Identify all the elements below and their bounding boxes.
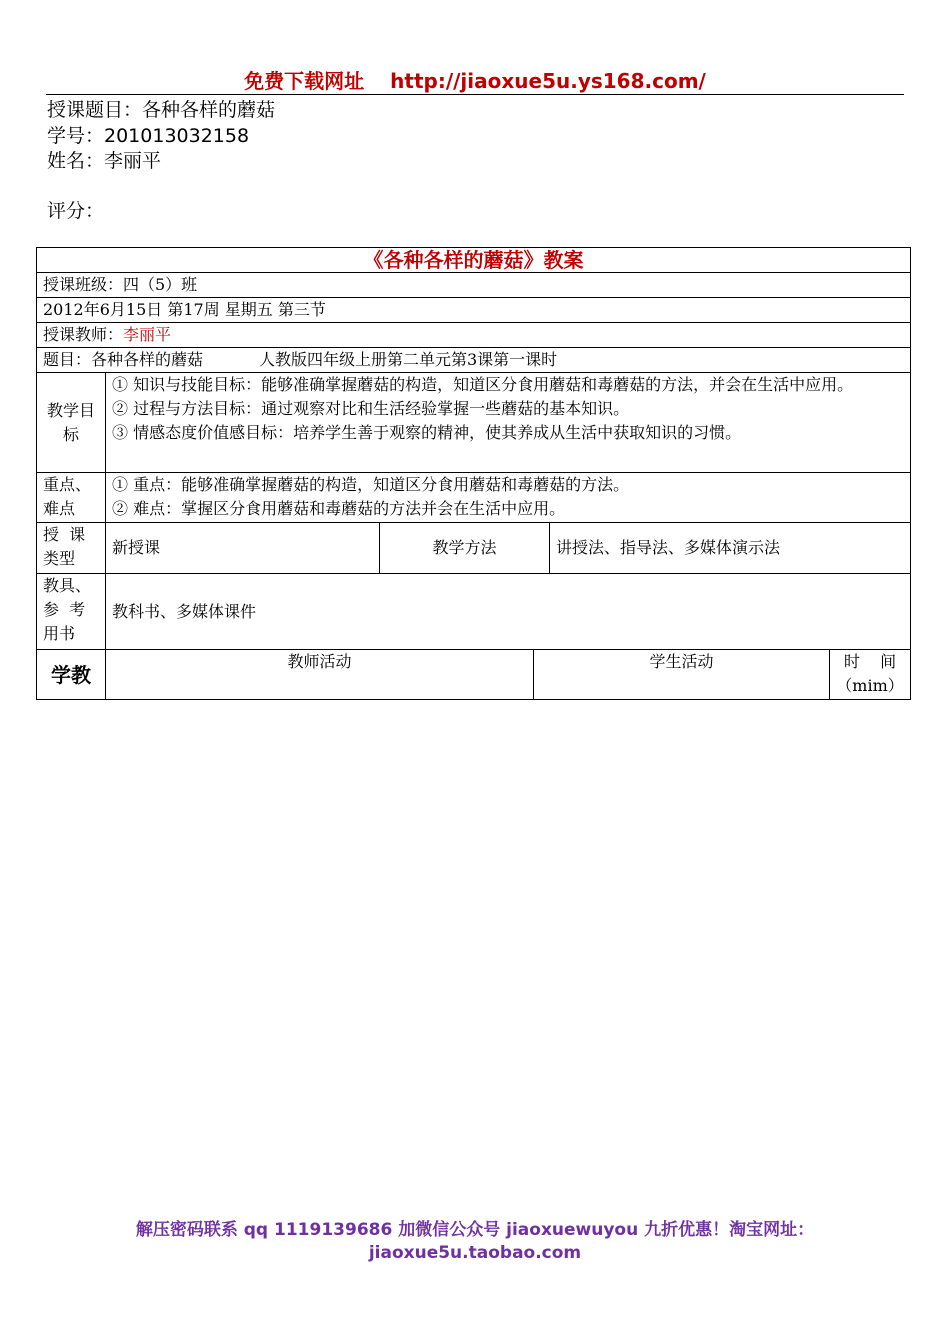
method-value: 讲授法、指导法、多媒体演示法 <box>550 523 911 574</box>
class-row: 授课班级：四（5）班 <box>37 273 911 298</box>
keypoint-difficulty: ② 难点：掌握区分食用蘑菇和毒蘑菇的方法并会在生活中应用。 <box>112 499 566 518</box>
type-label: 授 课类型 <box>37 523 106 574</box>
teacher-label: 授课教师： <box>43 325 124 344</box>
tools-label: 教具、参 考用书 <box>37 574 106 650</box>
goal-process: ② 过程与方法目标：通过观察对比和生活经验掌握一些蘑菇的基本知识。 <box>112 399 630 418</box>
goal-emotion: ③ 情感态度价值感目标：培养学生善于观察的精神，使其养成从生活中获取知识的习惯。 <box>112 423 742 442</box>
goals-content <box>106 373 911 473</box>
tools-value: 教科书、多媒体课件 <box>106 574 911 650</box>
header-label: 免费下载网址 <box>244 69 365 93</box>
lesson-topic: 授课题目：各种各样的蘑菇 <box>47 99 276 121</box>
keypoints-content <box>106 473 911 523</box>
keypoints-label: 重点、难点 <box>37 473 106 523</box>
type-value: 新授课 <box>106 523 380 574</box>
page-header <box>46 68 904 95</box>
teacher-row <box>37 323 911 348</box>
score-label: 评分： <box>47 200 105 222</box>
time-unit: （mim） <box>836 676 904 695</box>
footer-line-2[interactable]: jiaoxue5u.taobao.com <box>368 1243 582 1263</box>
plan-title: 《各种各样的蘑菇》教案 <box>37 248 911 273</box>
goals-label: 教学目标 <box>37 373 106 473</box>
student-activity-header: 学生活动 <box>534 650 830 700</box>
footer-line-1: 解压密码联系 qq 1119139686 加微信公众号 jiaoxuewuyou 九折优惠！淘宝网址： <box>135 1220 815 1240</box>
date-row: 2012年6月15日 第17周 星期五 第三节 <box>37 298 911 323</box>
method-label: 教学方法 <box>380 523 550 574</box>
goal-knowledge: ① 知识与技能目标：能够准确掌握蘑菇的构造，知道区分食用蘑菇和毒蘑菇的方法，并会在生活中应用。 <box>112 375 854 394</box>
subject-row: 题目：各种各样的蘑菇 人教版四年级上册第二单元第3课第一课时 <box>37 348 911 373</box>
teacher-name: 李丽平 <box>123 325 172 344</box>
student-name: 姓名：李丽平 <box>47 150 162 172</box>
keypoint-focus: ① 重点：能够准确掌握蘑菇的构造，知道区分食用蘑菇和毒蘑菇的方法。 <box>112 475 630 494</box>
lesson-plan-table <box>36 247 911 700</box>
process-label: 学教 <box>37 650 106 700</box>
teacher-activity-header: 教师活动 <box>106 650 534 700</box>
time-label: 时 间 <box>843 652 897 671</box>
time-header <box>830 650 911 700</box>
student-id: 学号：201013032158 <box>47 125 250 147</box>
header-url-link[interactable]: http://jiaoxue5u.ys168.com/ <box>390 69 706 93</box>
